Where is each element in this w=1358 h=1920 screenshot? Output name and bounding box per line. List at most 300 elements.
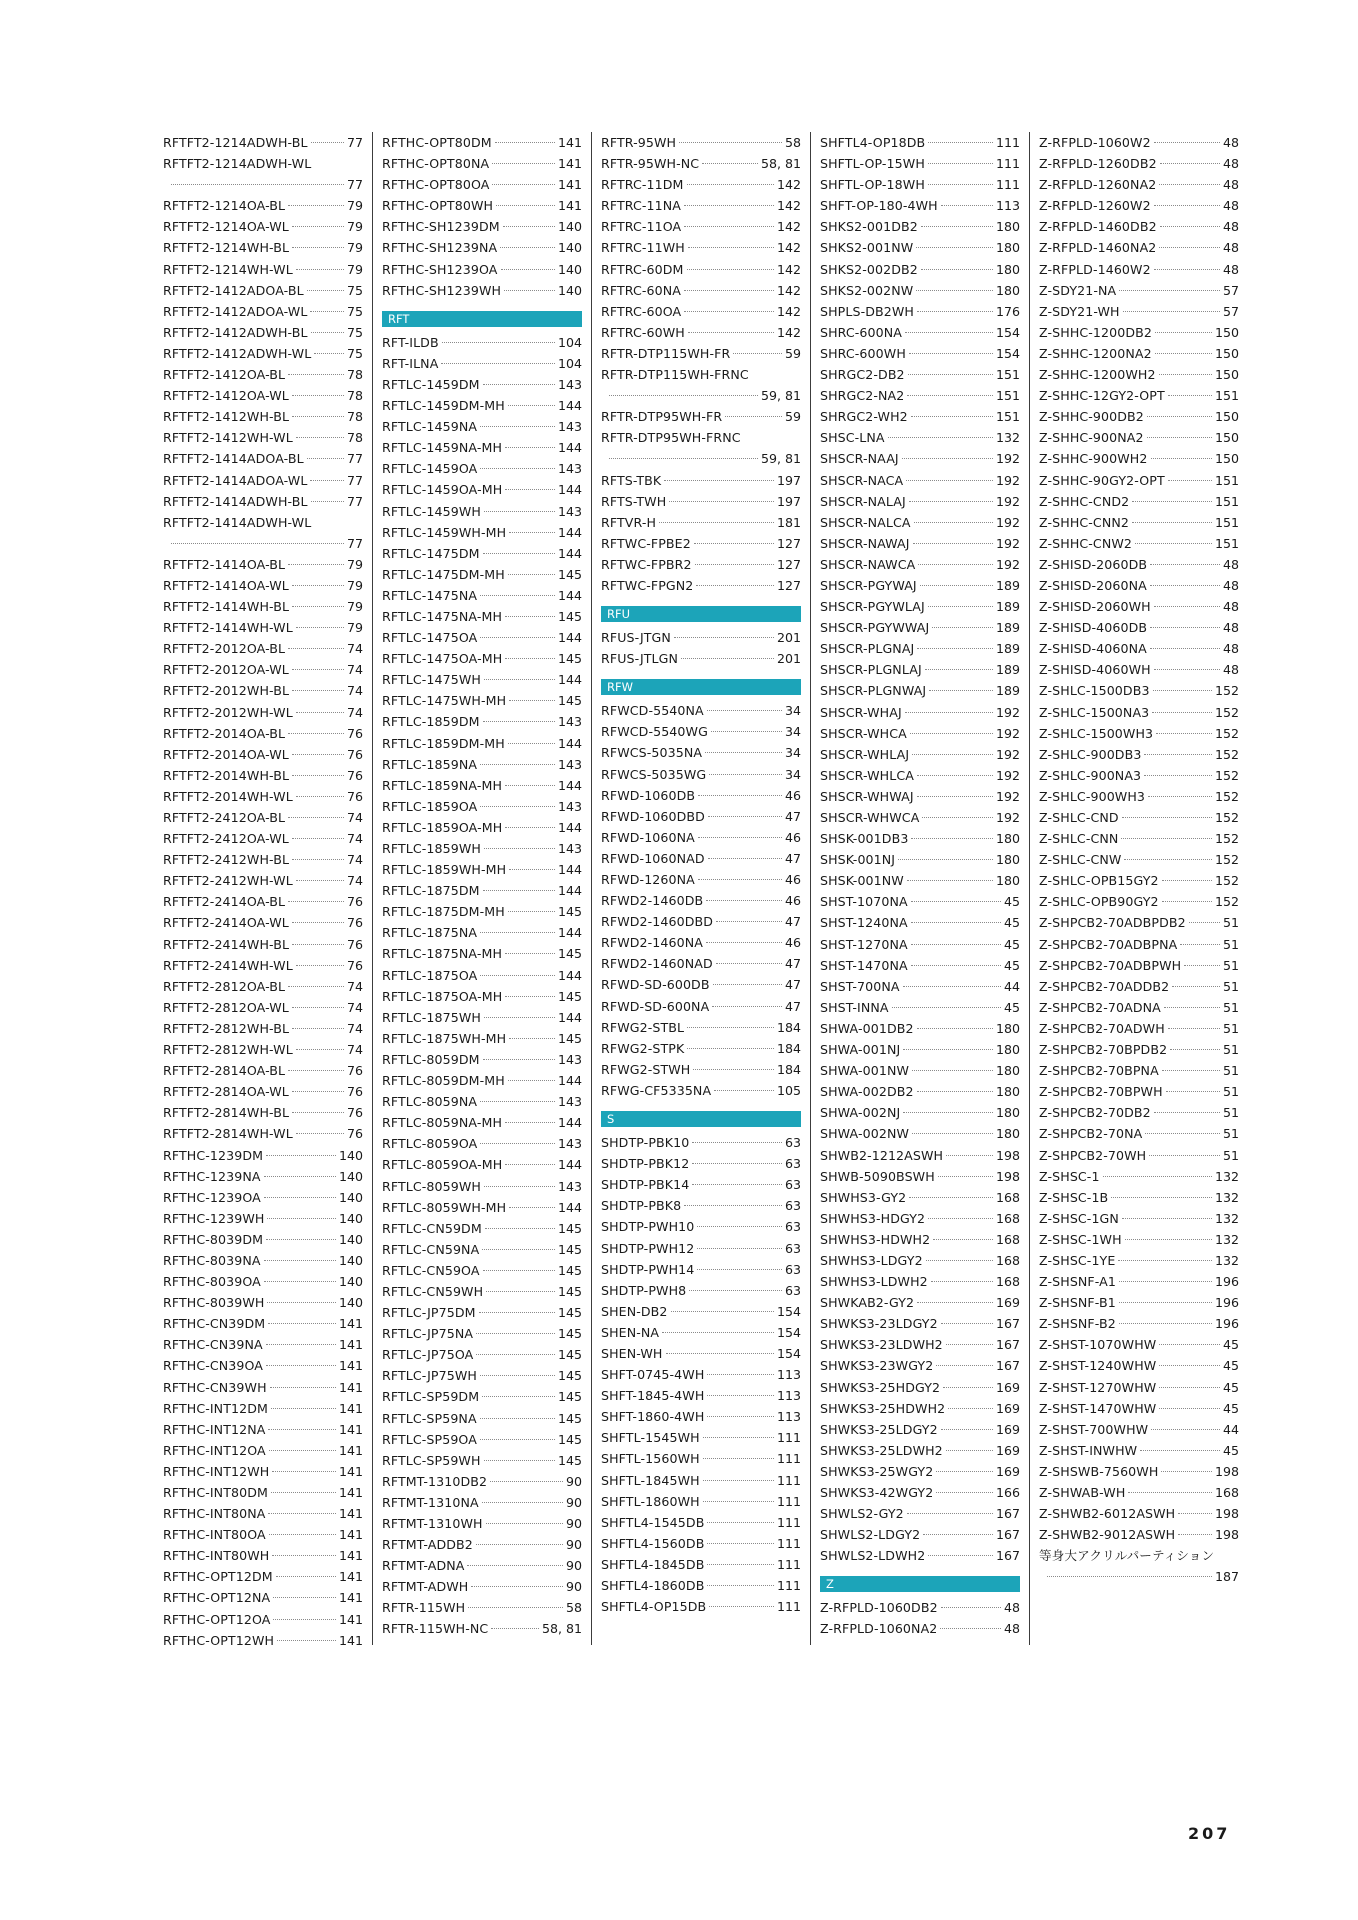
dot-leader: [505, 447, 555, 448]
dot-leader: [508, 911, 555, 912]
page-reference: 192: [995, 725, 1020, 741]
dot-leader: [492, 163, 555, 164]
product-code: RFTFT2-1412ADWH-WL: [163, 345, 312, 361]
dot-leader: [264, 1260, 336, 1261]
page-reference: 111: [776, 1535, 801, 1551]
page-reference: 59, 81: [760, 451, 801, 467]
product-code: RFTFT2-2014OA-BL: [163, 725, 286, 741]
dot-leader: [266, 1344, 336, 1345]
page-reference: 192: [995, 514, 1020, 530]
page-reference: 76: [346, 936, 363, 952]
page-reference: 180: [995, 831, 1020, 847]
dot-leader: [480, 806, 555, 807]
index-entry: [820, 512, 1020, 533]
index-entry: [601, 406, 801, 427]
product-code: RFTR-115WH: [382, 1600, 466, 1616]
index-entry: [382, 216, 582, 237]
dot-leader: [892, 1007, 1001, 1008]
index-entry: [820, 870, 1020, 891]
product-code: SHSCR-NALCA: [820, 514, 911, 530]
page-reference: 145: [557, 608, 582, 624]
dot-leader: [910, 733, 993, 734]
product-code: RFTFT2-1214ADWH-BL: [163, 135, 308, 150]
page-reference: 180: [995, 1063, 1020, 1079]
page-reference: 196: [1214, 1316, 1239, 1332]
page-reference: 34: [784, 724, 801, 740]
index-entry: [820, 343, 1020, 364]
index-entry: [1039, 1334, 1239, 1355]
dot-leader: [484, 511, 555, 512]
dot-leader: [264, 1281, 336, 1282]
product-code: RFTRC-11WH: [601, 240, 685, 256]
page-reference: 74: [346, 873, 363, 889]
dot-leader: [500, 247, 555, 248]
dot-leader: [708, 816, 782, 817]
dot-leader: [906, 480, 993, 481]
dot-leader: [903, 1112, 993, 1113]
product-code: Z-SHPCB2-70ADBPWH: [1039, 957, 1182, 973]
page-reference: 141: [557, 177, 582, 193]
dot-leader: [505, 996, 555, 997]
dot-leader: [1159, 247, 1220, 248]
page-reference: 51: [1222, 1126, 1239, 1142]
index-entry: [382, 754, 582, 775]
index-entry: [163, 912, 363, 933]
dot-leader: [911, 838, 993, 839]
product-code: RFTFT2-2812OA-WL: [163, 999, 289, 1015]
page-reference: 168: [995, 1189, 1020, 1205]
product-code: RFTHC-INT12NA: [163, 1421, 266, 1437]
dot-leader: [483, 1059, 555, 1060]
product-code: SHFTL4-1560DB: [601, 1535, 705, 1551]
dot-leader: [1121, 838, 1212, 839]
dot-leader: [938, 1176, 993, 1177]
product-code: SHWKS3-23LDGY2: [820, 1316, 938, 1332]
product-code: RFTMT-ADNA: [382, 1558, 465, 1574]
page-reference: 141: [338, 1442, 363, 1458]
product-code: SHWB2-1212ASWH: [820, 1147, 944, 1163]
dot-leader: [266, 1155, 336, 1156]
page-reference: 63: [784, 1240, 801, 1256]
page-reference: 47: [784, 977, 801, 993]
page-reference: 113: [995, 198, 1020, 214]
index-entry: [1039, 174, 1239, 195]
page-reference: 48: [1222, 577, 1239, 593]
page-reference: 79: [346, 556, 363, 572]
page-reference: 189: [995, 641, 1020, 657]
page-reference: 150: [1214, 367, 1239, 383]
index-entry: [601, 1448, 801, 1469]
product-code: RFTFT2-2014OA-WL: [163, 746, 289, 762]
index-column-3: [601, 132, 801, 1657]
index-entry: [1039, 554, 1239, 575]
page-reference: 196: [1214, 1295, 1239, 1311]
page-reference: 111: [776, 1514, 801, 1530]
page-reference: 145: [557, 1368, 582, 1384]
page-reference: 45: [1222, 1337, 1239, 1353]
product-code: SHST-1240NA: [820, 915, 908, 931]
page-reference: 169: [995, 1400, 1020, 1416]
product-code: RFTFT2-1414ADOA-WL: [163, 472, 308, 488]
index-entry: [601, 1195, 801, 1216]
page-reference: 77: [346, 451, 363, 467]
dot-leader: [912, 1133, 993, 1134]
index-entry: [382, 1618, 582, 1639]
page-reference: 142: [776, 240, 801, 256]
product-code: SHSCR-NAWAJ: [820, 535, 910, 551]
dot-leader: [703, 1458, 774, 1459]
product-code: RFTHC-INT80WH: [163, 1548, 270, 1564]
dot-leader: [918, 564, 993, 565]
product-code: RFTHC-8039WH: [163, 1295, 265, 1311]
index-entry: [1039, 912, 1239, 933]
page-reference: 145: [557, 904, 582, 920]
index-entry: [1039, 533, 1239, 554]
dot-leader: [928, 1555, 993, 1556]
dot-leader: [1140, 1450, 1220, 1451]
product-code: RFTMT-1310NA: [382, 1494, 479, 1510]
page-reference: 78: [346, 388, 363, 404]
dot-leader: [476, 1544, 563, 1545]
product-code: RFTHC-OPT12DM: [163, 1569, 273, 1585]
page-reference: 145: [557, 566, 582, 582]
page-reference: 141: [338, 1337, 363, 1353]
index-entry: [1039, 702, 1239, 723]
dot-leader: [491, 1628, 539, 1629]
index-entry: [601, 512, 801, 533]
index-entry: [820, 1419, 1020, 1440]
index-entry: [601, 1427, 801, 1448]
index-entry: [601, 1512, 801, 1533]
product-code: Z-SHWB2-6012ASWH: [1039, 1506, 1176, 1522]
page-reference: 189: [995, 662, 1020, 678]
product-code: RFTLC-8059WH-MH: [382, 1199, 507, 1215]
dot-leader: [664, 480, 774, 481]
product-code: SHSCR-NACA: [820, 472, 904, 488]
index-entry: [1039, 1229, 1239, 1250]
dot-leader: [296, 1133, 344, 1134]
index-entry: [820, 1166, 1020, 1187]
dot-leader: [482, 1249, 555, 1250]
product-code: SHWKS3-23LDWH2: [820, 1337, 943, 1353]
dot-leader: [684, 311, 774, 312]
product-code: RFTFT2-1214OA-WL: [163, 219, 289, 235]
page-reference: 144: [557, 777, 582, 793]
product-code: SHST-1070NA: [820, 894, 908, 910]
page-reference: 201: [776, 651, 801, 667]
index-entry: [382, 1365, 582, 1386]
dot-leader: [296, 965, 344, 966]
index-entry: [163, 512, 363, 554]
page-reference: 63: [784, 1135, 801, 1151]
product-code: SHSCR-WHLAJ: [820, 746, 910, 762]
index-entry: [601, 890, 801, 911]
index-entry: [382, 153, 582, 174]
page-reference: 189: [995, 577, 1020, 593]
product-code: Z-SHPCB2-70BPWH: [1039, 1084, 1163, 1100]
dot-leader: [311, 501, 344, 502]
product-code: Z-SHHC-1200DB2: [1039, 324, 1153, 340]
dot-leader: [1151, 458, 1212, 459]
page-reference: 48: [1222, 662, 1239, 678]
product-code: RFWD2-1460NAD: [601, 956, 713, 972]
dot-leader: [1164, 1007, 1220, 1008]
product-code: RFTHC-OPT80WH: [382, 198, 494, 214]
product-code: SHWHS3-GY2: [820, 1189, 907, 1205]
index-entry: [601, 470, 801, 491]
dot-leader: [681, 658, 774, 659]
product-code: SHSCR-PGYWLAJ: [820, 599, 925, 615]
index-entry: [382, 132, 582, 153]
index-entry: [601, 174, 801, 195]
dot-leader: [1122, 817, 1212, 818]
page-reference: 144: [557, 735, 582, 751]
index-entry: [1039, 976, 1239, 997]
index-entry: [601, 648, 801, 669]
dot-leader: [1103, 1176, 1212, 1177]
product-code: SHFTL-OP-18WH: [820, 177, 925, 193]
dot-leader: [271, 1492, 336, 1493]
page-reference: 150: [1214, 451, 1239, 467]
product-code: RFTFT2-1412ADOA-BL: [163, 282, 304, 298]
page-reference: 168: [995, 1274, 1020, 1290]
product-code: Z-SHLC-CNW: [1039, 852, 1122, 868]
index-entry: [820, 659, 1020, 680]
dot-leader: [707, 710, 782, 711]
product-code: Z-RFPLD-1460NA2: [1039, 240, 1157, 256]
dot-leader: [1162, 880, 1212, 881]
dot-leader: [484, 1460, 555, 1461]
dot-leader: [1124, 859, 1212, 860]
dot-leader: [288, 986, 344, 987]
dot-leader: [1150, 648, 1220, 649]
product-code: SHSCR-WHLCA: [820, 767, 914, 783]
dot-leader: [917, 311, 993, 312]
page-reference: 142: [776, 324, 801, 340]
page-reference: 45: [1222, 1400, 1239, 1416]
page-reference: 144: [557, 819, 582, 835]
page-reference: 192: [995, 788, 1020, 804]
index-entry: [163, 364, 363, 385]
page-reference: 127: [776, 577, 801, 593]
product-code: SHSCR-WHAJ: [820, 704, 902, 720]
product-code: SHSC-LNA: [820, 430, 885, 446]
page-reference: 141: [338, 1632, 363, 1648]
product-code: SHFTL4-1845DB: [601, 1556, 705, 1572]
index-entry: [820, 828, 1020, 849]
dot-leader: [501, 269, 555, 270]
dot-leader: [268, 1429, 335, 1430]
dot-leader: [269, 1534, 336, 1535]
product-code: Z-SHHC-900WH2: [1039, 451, 1148, 467]
page-reference: 143: [557, 503, 582, 519]
index-entry: [820, 807, 1020, 828]
page-reference: 127: [776, 556, 801, 572]
page-reference: 140: [338, 1274, 363, 1290]
index-entry: [163, 216, 363, 237]
index-entry: [163, 638, 363, 659]
index-entry: [382, 733, 582, 754]
index-entry: [382, 965, 582, 986]
dot-leader: [669, 501, 774, 502]
index-entry: [1039, 786, 1239, 807]
product-code: Z-SHHC-CNW2: [1039, 535, 1133, 551]
dot-leader: [1161, 1471, 1212, 1472]
dot-leader: [662, 1332, 774, 1333]
product-code: RFTHC-CN39DM: [163, 1316, 266, 1332]
page-reference: 34: [784, 745, 801, 761]
index-entry: [601, 301, 801, 322]
dot-leader: [912, 1070, 993, 1071]
index-entry: [382, 585, 582, 606]
dot-leader: [1155, 332, 1212, 333]
dot-leader: [928, 142, 993, 143]
product-code: SHWKS3-25WGY2: [820, 1463, 934, 1479]
dot-leader: [1159, 1365, 1220, 1366]
dot-leader: [505, 1122, 555, 1123]
index-entry: [163, 1313, 363, 1334]
product-code: Z-RFPLD-1060DB2: [820, 1600, 938, 1616]
dot-leader: [911, 965, 1001, 966]
product-code: RFWCD-5540NA: [601, 703, 704, 719]
product-code: RFTFT2-2814WH-WL: [163, 1126, 293, 1142]
page-reference: 111: [776, 1493, 801, 1509]
product-code: RFUS-JTLGN: [601, 651, 679, 667]
page-reference: 150: [1214, 430, 1239, 446]
index-entry: [601, 1385, 801, 1406]
page-reference: 140: [338, 1295, 363, 1311]
dot-leader: [684, 205, 774, 206]
index-entry: [601, 491, 801, 512]
index-entry: [163, 807, 363, 828]
index-entry: [820, 1313, 1020, 1334]
product-code: Z-SHLC-1500WH3: [1039, 725, 1154, 741]
dot-leader: [1132, 522, 1212, 523]
index-entry: [1039, 1250, 1239, 1271]
index-entry: [820, 237, 1020, 258]
page-reference: 143: [557, 1094, 582, 1110]
page-reference: 151: [1214, 493, 1239, 509]
index-entry: [163, 385, 363, 406]
index-entry: [163, 301, 363, 322]
index-entry: [820, 1187, 1020, 1208]
index-entry: [163, 1250, 363, 1271]
page-reference: 167: [995, 1358, 1020, 1374]
product-code: RFWD2-1460DBD: [601, 914, 714, 930]
index-entry: [1039, 997, 1239, 1018]
index-entry: [1039, 1123, 1239, 1144]
dot-leader: [1119, 1281, 1212, 1282]
index-entry: [1039, 1039, 1239, 1060]
dot-leader: [1150, 564, 1220, 565]
product-code: RFTLC-1859NA-MH: [382, 777, 503, 793]
dot-leader: [296, 1049, 344, 1050]
page-reference: 141: [338, 1358, 363, 1374]
product-code: RFTHC-1239OA: [163, 1189, 261, 1205]
page-reference: 132: [1214, 1231, 1239, 1247]
dot-leader: [911, 901, 1001, 902]
product-code: Z-SHST-1470WHW: [1039, 1400, 1157, 1416]
dot-leader: [480, 975, 555, 976]
page-reference: 151: [995, 367, 1020, 383]
index-entry: [1039, 1060, 1239, 1081]
dot-leader: [471, 1586, 563, 1587]
index-entry: [820, 385, 1020, 406]
index-entry: [163, 427, 363, 448]
dot-leader: [509, 700, 555, 701]
index-entry: [601, 1322, 801, 1343]
page-reference: 111: [776, 1430, 801, 1446]
page-reference: 74: [346, 831, 363, 847]
dot-leader: [929, 690, 993, 691]
dot-leader: [907, 395, 993, 396]
index-entry: [163, 1166, 363, 1187]
dot-leader: [933, 1239, 993, 1240]
product-code: Z-SHPCB2-70BPNA: [1039, 1063, 1159, 1079]
page-reference: 113: [776, 1367, 801, 1383]
product-code: Z-SHISD-4060DB: [1039, 620, 1148, 636]
page-reference: 51: [1222, 1063, 1239, 1079]
index-entry: [382, 943, 582, 964]
page-reference: 57: [1222, 303, 1239, 319]
dot-leader: [484, 848, 555, 849]
page-reference: 111: [776, 1451, 801, 1467]
product-code: RFTFT2-2412OA-WL: [163, 831, 289, 847]
dot-leader: [480, 1143, 555, 1144]
product-code: RFTFT2-2012WH-BL: [163, 683, 290, 699]
product-code: SHSCR-PGYWWAJ: [820, 620, 930, 636]
page-reference: 198: [1214, 1506, 1239, 1522]
dot-leader: [706, 900, 782, 901]
page-reference: 47: [784, 914, 801, 930]
dot-leader: [709, 774, 782, 775]
index-entry: [820, 554, 1020, 575]
dot-leader: [903, 986, 1001, 987]
product-code: RFTHC-1239DM: [163, 1147, 264, 1163]
index-entry: [163, 659, 363, 680]
product-code: RFTLC-JP75WH: [382, 1368, 477, 1384]
product-code: Z-SHWB2-9012ASWH: [1039, 1527, 1176, 1543]
dot-leader: [687, 1027, 774, 1028]
index-entry: [820, 1018, 1020, 1039]
index-entry: [601, 1038, 801, 1059]
index-entry: [820, 575, 1020, 596]
dot-leader: [1166, 1091, 1220, 1092]
page-reference: 144: [557, 1157, 582, 1173]
product-code: SHWKAB2-GY2: [820, 1295, 915, 1311]
page-reference: 169: [995, 1379, 1020, 1395]
page-reference: 201: [776, 630, 801, 646]
page-reference: 180: [995, 219, 1020, 235]
index-entry: [163, 1587, 363, 1608]
dot-leader: [917, 775, 993, 776]
page-reference: 51: [1222, 1084, 1239, 1100]
product-code: Z-SHSNF-B1: [1039, 1295, 1116, 1311]
index-entry: [1039, 870, 1239, 891]
product-code: Z-SHISD-2060WH: [1039, 599, 1151, 615]
page-reference: 145: [557, 1452, 582, 1468]
index-entry: [601, 1301, 801, 1322]
dot-leader: [928, 184, 993, 185]
index-entry: [1039, 1355, 1239, 1376]
dot-leader: [923, 1534, 993, 1535]
index-entry: [382, 1597, 582, 1618]
page-reference: 144: [557, 1009, 582, 1025]
index-entry: [382, 775, 582, 796]
product-code: RFTWC-FPGN2: [601, 577, 694, 593]
product-code: RFTFT2-2012WH-WL: [163, 704, 293, 720]
page-reference: 63: [784, 1261, 801, 1277]
